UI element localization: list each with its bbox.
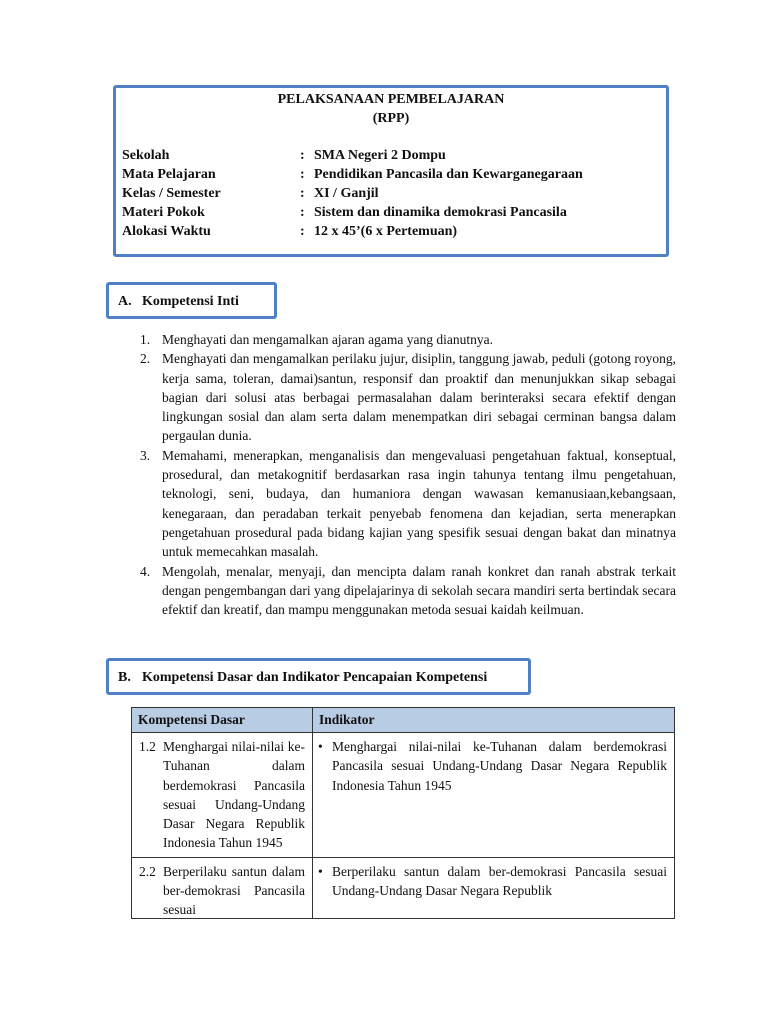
kompetensi-inti-list bbox=[136, 330, 676, 619]
list-number: 3. bbox=[140, 447, 151, 463]
info-label: Kelas / Semester bbox=[122, 186, 221, 201]
info-value: Pendidikan Pancasila dan Kewarganegaraan bbox=[314, 167, 583, 182]
column-header-indikator: Indikator bbox=[313, 708, 675, 733]
kd-cell bbox=[132, 733, 313, 858]
table-header-row bbox=[132, 708, 675, 733]
indikator-cell bbox=[313, 857, 675, 918]
list-item bbox=[136, 330, 676, 349]
document-subtitle: (RPP) bbox=[372, 111, 410, 126]
kd-text: Berperilaku santun dalam ber-demokrasi Pancasila sesuai bbox=[163, 863, 305, 917]
list-text: Mengolah, menalar, menyaji, dan mencipta dalam ranah konkret dan ranah abstrak terkait dengan pengembangan dari yang dipelajarinya di sekolah secara mandiri serta bertindak secara efektif dan kreatif, dan mampu menggunakan metoda sesuai kaidah keilmuan. bbox=[162, 563, 676, 618]
info-colon: : bbox=[300, 167, 305, 182]
info-colon: : bbox=[300, 205, 305, 220]
section-letter: A. bbox=[118, 294, 132, 309]
section-b-heading bbox=[106, 658, 531, 695]
info-value: Sistem dan dinamika demokrasi Pancasila bbox=[314, 205, 567, 220]
section-title: Kompetensi Dasar dan Indikator Pencapaian Kompetensi bbox=[142, 670, 488, 685]
info-colon: : bbox=[300, 148, 305, 163]
kd-cell bbox=[132, 857, 313, 918]
indikator-text: Berperilaku santun dalam ber-demokrasi Pancasila sesuai Undang-Undang Dasar Negara Republik bbox=[332, 863, 667, 899]
bullet-icon: • bbox=[318, 863, 323, 879]
list-number: 4. bbox=[140, 563, 151, 579]
section-a-heading bbox=[106, 282, 277, 319]
kompetensi-dasar-table bbox=[131, 707, 675, 919]
list-number: 1. bbox=[140, 332, 151, 347]
list-number: 2. bbox=[140, 351, 151, 367]
info-value: XI / Ganjil bbox=[314, 186, 379, 201]
info-label: Sekolah bbox=[122, 148, 170, 163]
document-title: PELAKSANAAN PEMBELAJARAN bbox=[277, 92, 505, 107]
list-text: Menghayati dan mengamalkan ajaran agama yang dianutnya. bbox=[162, 332, 493, 347]
info-label: Materi Pokok bbox=[122, 205, 205, 220]
info-value: 12 x 45’(6 x Pertemuan) bbox=[314, 224, 458, 239]
list-text: Menghayati dan mengamalkan perilaku jujur, disiplin, tanggung jawab, peduli (gotong royong, kerja sama, toleran, damai)santun, responsif dan proaktif dan menunjukkan sikap sebagai bagian dari solusi atas berbagai permasalahan dalam berinteraksi secara efektif dengan lingkungan sosial dan alam serta dalam menempatkan diri sebagai cerminan bangsa dalam pergaulan dunia. bbox=[162, 351, 676, 444]
section-letter: B. bbox=[118, 670, 131, 685]
info-colon: : bbox=[300, 224, 305, 239]
column-header-kompetensi-dasar: Kompetensi Dasar bbox=[132, 708, 313, 733]
bullet-icon: • bbox=[318, 739, 323, 754]
indikator-cell bbox=[313, 733, 675, 858]
kd-number: 2.2 bbox=[139, 863, 156, 879]
section-title: Kompetensi Inti bbox=[142, 294, 239, 309]
kd-text: Menghargai nilai-nilai ke-Tuhanan dalam berdemokrasi Pancasila sesuai Undang-Undang Dasar Negara Republik Indonesia Tahun 1945 bbox=[163, 739, 305, 851]
list-text: Memahami, menerapkan, menganalisis dan mengevaluasi pengetahuan faktual, konseptual, prosedural, dan metakognitif berdasarkan rasa ingin tahunya tentang ilmu pengetahuan, teknologi, seni, budaya, dan humaniora dengan wawasan kemanusiaan,kebangsaan, kenegaraan, dan peradaban terkait penyebab fenomena dan kejadian, serta menerapkan pengetahuan prosedural pada bidang kajian yang spesifik sesuai dengan bakat dan minatnya untuk memecahkan masalah. bbox=[162, 447, 676, 560]
list-item bbox=[136, 562, 676, 620]
list-item bbox=[136, 446, 676, 562]
info-label: Mata Pelajaran bbox=[122, 167, 216, 182]
table-row bbox=[132, 733, 675, 858]
info-value: SMA Negeri 2 Dompu bbox=[314, 148, 446, 163]
indikator-text: Menghargai nilai-nilai ke-Tuhanan dalam berdemokrasi Pancasila sesuai Undang-Undang Dasar Negara Republik Indonesia Tahun 1945 bbox=[332, 739, 667, 793]
kd-number: 1.2 bbox=[139, 739, 156, 754]
info-colon: : bbox=[300, 186, 305, 201]
list-item bbox=[136, 349, 676, 445]
info-label: Alokasi Waktu bbox=[122, 224, 211, 239]
rpp-header-box bbox=[113, 85, 669, 257]
table-row bbox=[132, 857, 675, 918]
